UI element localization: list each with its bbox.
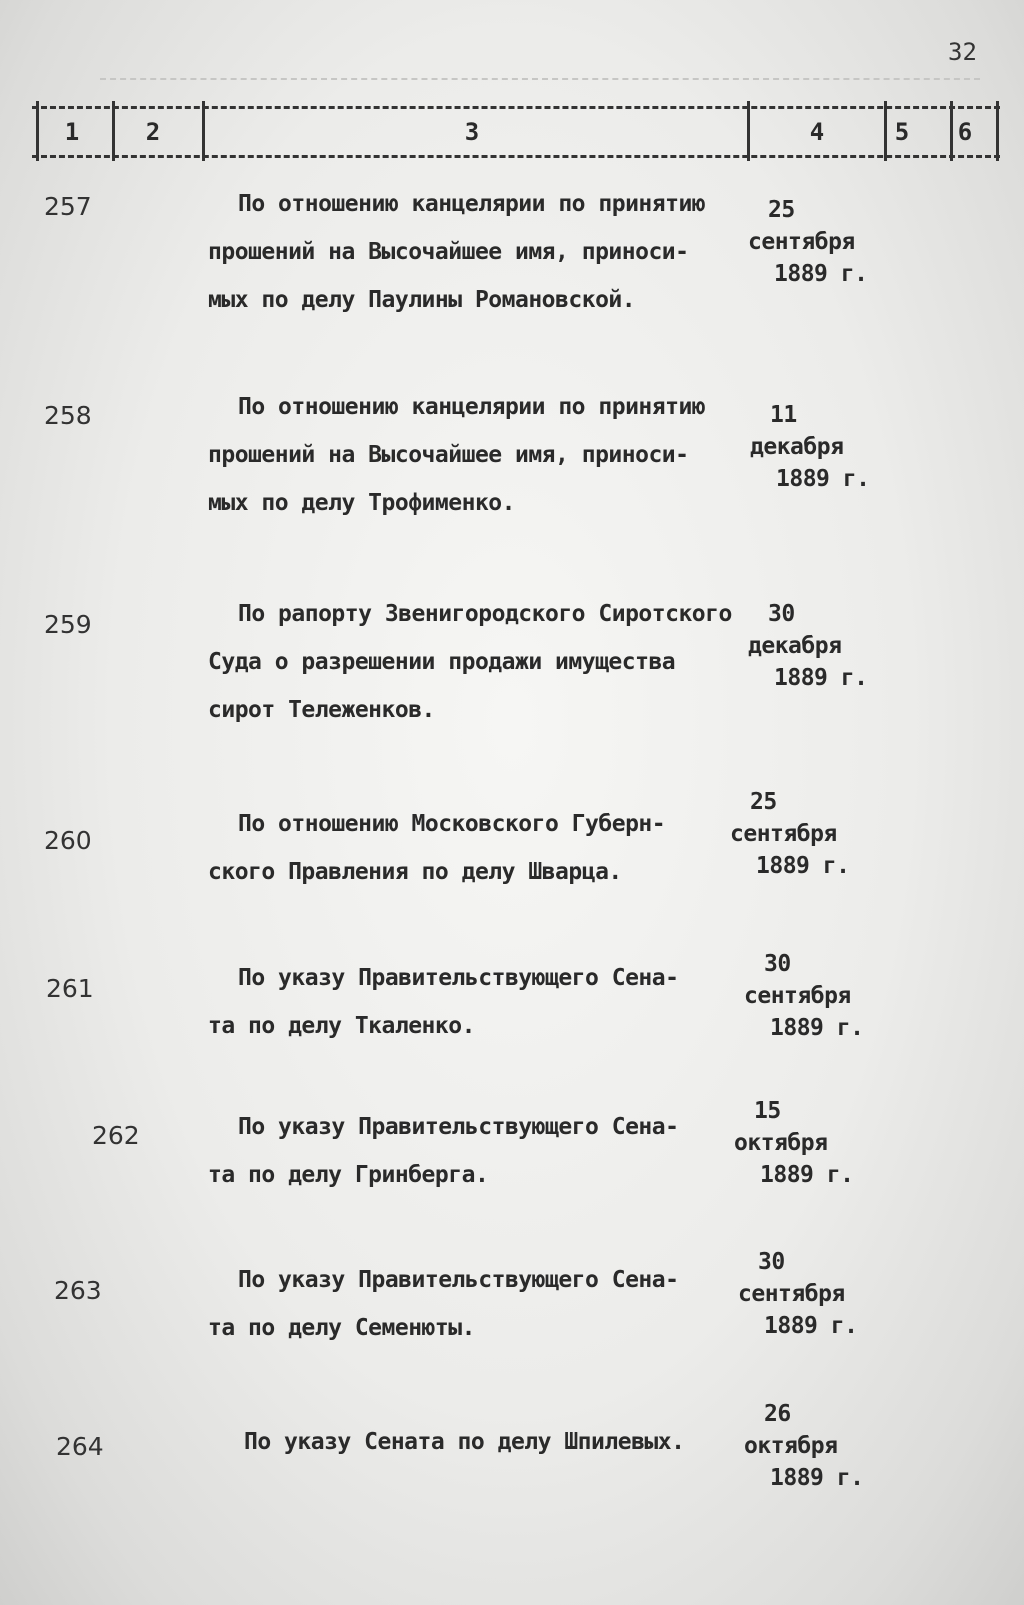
record-entry (0, 789, 1024, 960)
date-month: октября (744, 1433, 838, 1459)
record-description (208, 1103, 748, 1199)
description-line: та по делу Гринберга. (208, 1162, 489, 1188)
date-month: декабря (748, 633, 842, 659)
date-year: 1889 г. (774, 665, 868, 691)
record-date (750, 399, 869, 495)
column-header-3: 3 (464, 118, 480, 146)
date-day: 26 (764, 1401, 791, 1427)
record-number: 257 (44, 192, 92, 221)
description-line: По указу Правительствующего Сена- (238, 1114, 679, 1140)
record-number: 261 (46, 974, 94, 1003)
bleed-through-line (100, 78, 980, 80)
record-entry (0, 590, 1024, 750)
record-description (208, 1256, 748, 1352)
page-number: 32 (948, 38, 977, 66)
date-month: сентября (730, 821, 837, 847)
description-line: та по делу Семенюты. (208, 1315, 475, 1341)
record-number: 262 (92, 1121, 140, 1150)
record-entry (0, 383, 1024, 543)
record-entry (0, 180, 1024, 340)
record-date (744, 1398, 863, 1494)
record-date (748, 194, 867, 290)
record-number: 260 (44, 826, 92, 855)
date-day: 25 (768, 197, 795, 223)
record-number: 258 (44, 401, 92, 430)
column-header-1: 1 (64, 118, 80, 146)
date-year: 1889 г. (756, 853, 850, 879)
record-description (208, 590, 748, 734)
date-month: декабря (750, 434, 844, 460)
column-header-table (32, 106, 1000, 158)
description-line: По указу Правительствующего Сена- (238, 965, 679, 991)
record-number: 263 (54, 1276, 102, 1305)
description-line: мых по делу Трофименко. (208, 490, 515, 516)
record-date (738, 1246, 857, 1342)
record-description (208, 180, 748, 324)
date-year: 1889 г. (770, 1465, 864, 1491)
record-description (208, 954, 748, 1050)
record-description (208, 800, 748, 896)
date-month: сентября (738, 1281, 845, 1307)
date-year: 1889 г. (770, 1015, 864, 1041)
description-line: Суда о разрешении продажи имущества (208, 649, 676, 675)
record-entry (0, 1098, 1024, 1275)
date-day: 11 (770, 402, 797, 428)
column-divider (36, 101, 39, 161)
record-date (734, 1095, 853, 1191)
date-month: сентября (744, 983, 851, 1009)
description-line: По отношению канцелярии по принятию (238, 191, 706, 217)
description-line: мых по делу Паулины Романовской. (208, 287, 636, 313)
date-day: 30 (758, 1249, 785, 1275)
description-line: По рапорту Звенигородского Сиротского (238, 601, 732, 627)
record-number: 259 (44, 610, 92, 639)
date-day: 15 (754, 1098, 781, 1124)
column-header-2: 2 (145, 118, 161, 146)
column-header-6: 6 (957, 118, 973, 146)
record-date (748, 598, 867, 694)
date-year: 1889 г. (774, 261, 868, 287)
record-number: 264 (56, 1432, 104, 1461)
record-entry (0, 951, 1024, 1120)
description-line: прошений на Высочайшее имя, приноси- (208, 239, 689, 265)
record-date (730, 786, 849, 882)
record-entry (0, 1249, 1024, 1430)
description-line: По отношению канцелярии по принятию (238, 394, 706, 420)
record-description (244, 1418, 784, 1466)
description-line: По указу Правительствующего Сена- (238, 1267, 679, 1293)
record-description (208, 383, 748, 527)
description-line: прошений на Высочайшее имя, приноси- (208, 442, 689, 468)
record-date (744, 948, 863, 1044)
date-month: сентября (748, 229, 855, 255)
date-month: октября (734, 1130, 828, 1156)
column-divider (202, 101, 205, 161)
date-day: 25 (750, 789, 777, 815)
date-year: 1889 г. (776, 466, 870, 492)
description-line: По отношению Московского Губерн- (238, 811, 666, 837)
description-line: сирот Тележенков. (208, 697, 435, 723)
column-header-4: 4 (809, 118, 825, 146)
date-year: 1889 г. (764, 1313, 858, 1339)
description-line: ского Правления по делу Шварца. (208, 859, 622, 885)
record-entry (0, 1401, 1024, 1580)
description-line: та по делу Ткаленко. (208, 1013, 475, 1039)
date-day: 30 (768, 601, 795, 627)
column-divider (747, 101, 750, 161)
date-day: 30 (764, 951, 791, 977)
date-year: 1889 г. (760, 1162, 854, 1188)
column-header-5: 5 (894, 118, 910, 146)
column-divider (112, 101, 115, 161)
description-line: По указу Сената по делу Шпилевых. (244, 1429, 685, 1455)
